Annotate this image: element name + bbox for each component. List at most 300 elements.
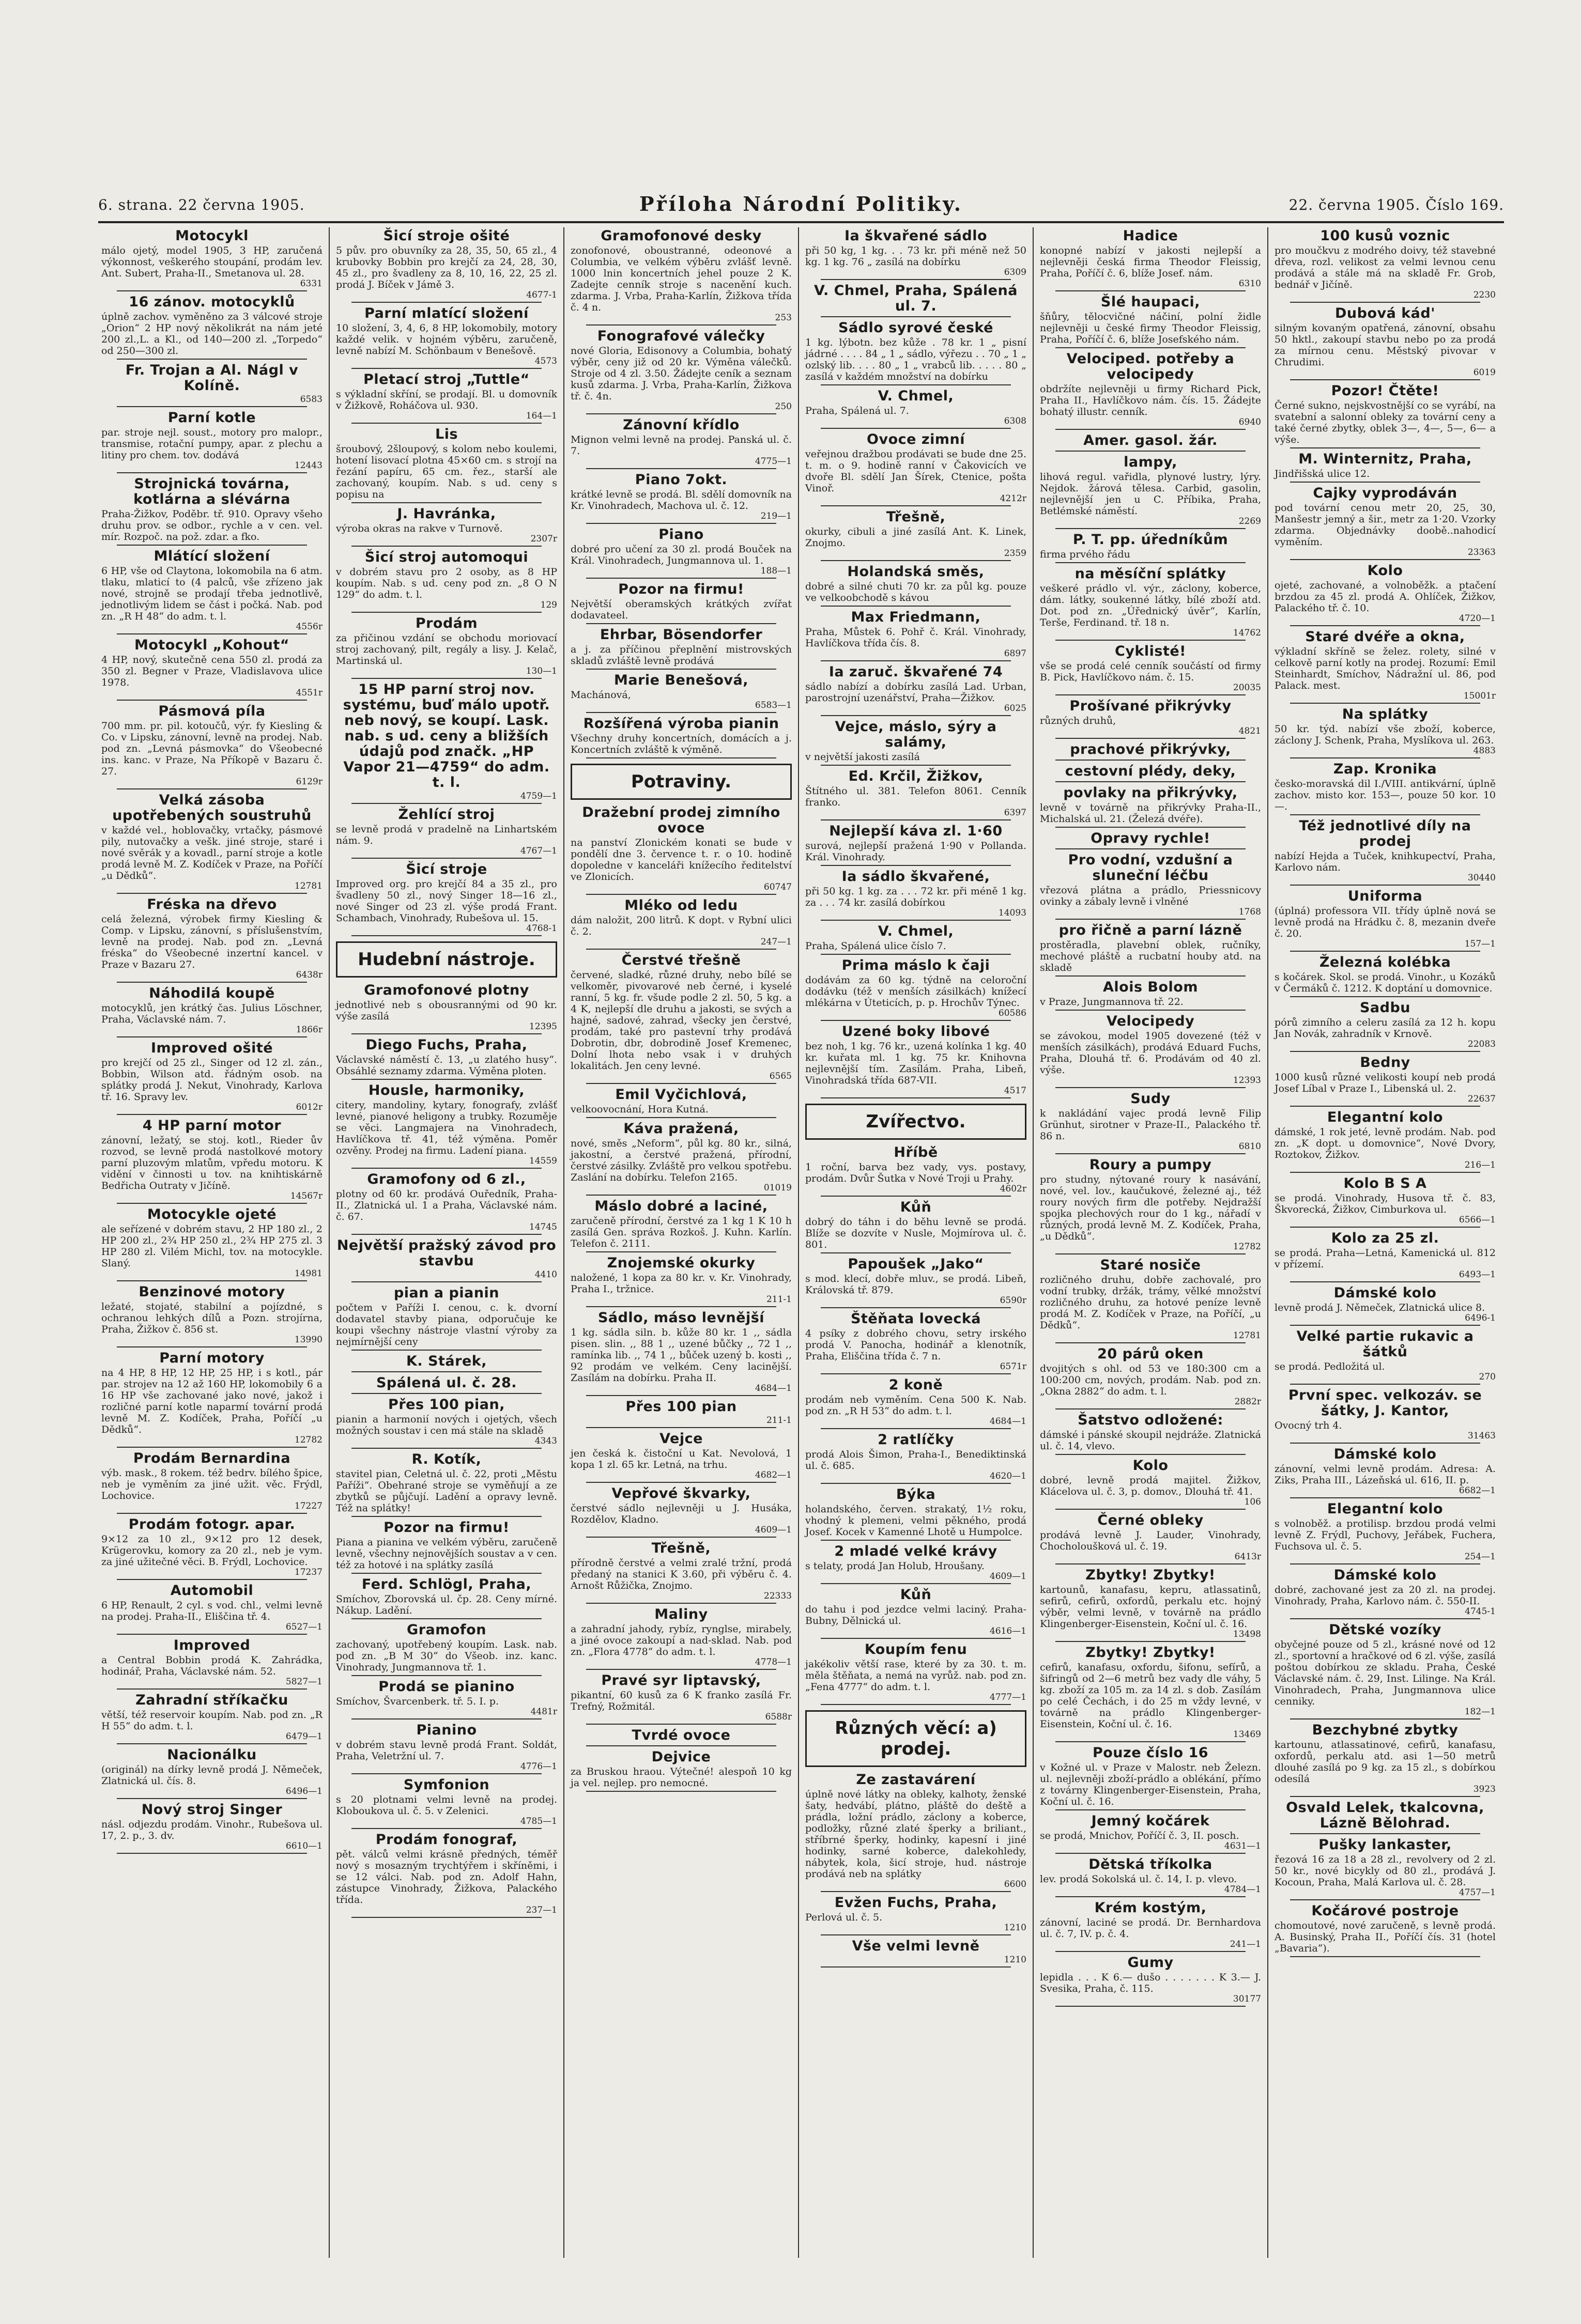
- ad-reference-number: 4556r: [296, 622, 323, 632]
- column-separator: [563, 227, 564, 2258]
- ad-reference-number: 4684—1: [755, 1383, 792, 1393]
- ad-title: Elegantní kolo: [1327, 1109, 1444, 1125]
- ad-title: Ovoce zimní: [867, 431, 965, 447]
- ad-title: Kůň: [900, 1199, 932, 1215]
- ad-reference-number: 4481r: [530, 1707, 557, 1717]
- ad-divider: [351, 1393, 542, 1394]
- ad-title: Znojemské okurky: [607, 1255, 756, 1271]
- ad-reference-number: 1866r: [296, 1025, 323, 1035]
- ad-reference-number: 2269: [1238, 516, 1261, 526]
- ad-text: s telaty, prodá Jan Holub, Hroušany.: [805, 1560, 985, 1572]
- ad-divider: [1055, 1010, 1246, 1011]
- ad-reference-number: 4343: [534, 1436, 557, 1446]
- ad-title: Symfonion: [403, 1777, 490, 1793]
- ad-text: jednotlivé neb s obousrannými od 90 kr. výše zasílá: [336, 999, 557, 1022]
- ad-reference-number: 2359: [1004, 548, 1026, 559]
- ad-text: citery, mandoliny, kytary, fonografy, zvlášť levné, pianové heligony a trubky. Rozuměje se věci. Langmajera na Vinohradech, Havlíčkova tř. 41, též výměna. Poměr ozvěny. Prodej na firmu. Ladení piana.: [336, 1099, 557, 1156]
- ad-divider: [351, 302, 542, 303]
- ad-title: Zbytky! Zbytky!: [1085, 1645, 1216, 1661]
- ad-divider: [351, 803, 542, 804]
- ad-divider: [821, 765, 1011, 766]
- ad-title: Nový stroj Singer: [141, 1802, 283, 1818]
- ad-divider: [586, 1117, 776, 1118]
- ad-title: Amer. gasol. žár.: [1083, 432, 1218, 448]
- ad-text: Štítného ul. 381. Telefon 8061. Cenník franko.: [805, 785, 1026, 808]
- ad-divider: [821, 660, 1011, 661]
- ad-text: pórů zimního a celeru zasílá za 12 h. kopu Jan Novák, zahradník v Krnově.: [1275, 1017, 1496, 1040]
- ad-title: Lis: [435, 426, 458, 442]
- ad-divider: [1290, 1618, 1480, 1619]
- ad-reference-number: 4682—1: [755, 1470, 792, 1480]
- ad-divider: [821, 1638, 1011, 1639]
- classified-ad: [1271, 1723, 1499, 1797]
- classified-ad: [567, 1673, 795, 1725]
- classified-ad: [802, 1939, 1030, 1967]
- ad-text: v Praze, Jungmannova tř. 22.: [1040, 996, 1184, 1008]
- ad-divider: [351, 1516, 542, 1517]
- classified-ad: [802, 1257, 1030, 1308]
- ad-column-3: [567, 227, 795, 2258]
- ad-text: červené, sladké, různé druhy, nebo bílé se velkoměr, pivovarové neb černé, i kyselé ranní, 5 kg. fr. všude podle 2 zl. 50, 5 kg. a 4 K, nejlepší dle druhu a jakosti, se svých a hajné, sadové, zahrad, všecky jen čerstvé, prodám, také pro pastevní trhy prodává Dobrotin, dbr, dobrodině Josef Kremenec, Dolní lhota nebo vsak i v druhých lokalitách. Jen ceny levné.: [571, 969, 792, 1072]
- classified-ad: [1271, 563, 1499, 626]
- ad-text: jen česká k. čistoční u Kat. Nevolová, 1 kopa 1 zl. 65 kr. Letná, na trhu.: [571, 1448, 792, 1470]
- classified-ad: [567, 1087, 795, 1118]
- ad-title: Gramofon: [407, 1622, 486, 1638]
- ad-divider: [351, 1079, 542, 1080]
- ad-divider: [586, 1745, 776, 1746]
- ad-reference-number: 2230: [1473, 290, 1496, 300]
- classified-ad: [333, 1083, 560, 1169]
- ad-text: Smíchov, Zborovská ul. čp. 28. Ceny mírné. Nákup. Ladění.: [336, 1593, 557, 1616]
- ad-reference-number: 4745-1: [1465, 1606, 1496, 1617]
- ad-divider: [1290, 1051, 1480, 1052]
- classified-ad: [333, 372, 560, 424]
- ad-text: dobré pro učení za 30 zl. prodá Bouček na Král. Vinohradech, Jungmannova ul. 1.: [571, 544, 792, 566]
- ad-title: Štěňata lovecká: [850, 1311, 981, 1327]
- ad-title: Gramofony od 6 zl.,: [367, 1171, 526, 1187]
- ad-divider: [1290, 379, 1480, 380]
- ad-reference-number: 6571r: [1000, 1361, 1026, 1372]
- ad-title: Emil Vyčichlová,: [615, 1087, 747, 1103]
- ad-title: Cyklisté!: [1115, 643, 1186, 659]
- ad-title: Největší pražský závod pro stavbu: [336, 1237, 557, 1269]
- ad-text: 9×12 za 10 zl., 9×12 pro 12 desek, Krügerovku, komory za 20 zl., neb je vym. za jiné užitečné věci. B. Frýdl, Lochovice.: [101, 1533, 323, 1568]
- ad-reference-number: 130—1: [526, 666, 557, 676]
- ad-text: 10 složení, 3, 4, 6, 8 HP, lokomobily, motory každé velik. v hojném výběru, zaručeně, levně nabízí M. Schönbaum v Benešově.: [336, 322, 557, 357]
- classified-ad: [1271, 1501, 1499, 1564]
- ad-divider: [821, 1020, 1011, 1021]
- ad-title: Pouze číslo 16: [1092, 1745, 1209, 1761]
- section-heading: Zvířectvo.: [805, 1104, 1026, 1140]
- classified-ad: [1037, 980, 1264, 1011]
- ad-divider: [117, 1853, 307, 1854]
- ad-divider: [1290, 1106, 1480, 1107]
- classified-ad: [802, 824, 1030, 866]
- ad-reference-number: 4778—1: [755, 1657, 792, 1667]
- classified-ad: [567, 953, 795, 1084]
- ad-title: Ia škvařené sádlo: [845, 228, 987, 244]
- ad-reference-number: 13469: [1233, 1729, 1261, 1740]
- ad-text: dvojitých s ohl. od 53 ve 180:300 cm a 100:200 cm, nových, prodám. Nab. pod zn. „Okna 2882“ do adm. t. l.: [1040, 1363, 1261, 1397]
- ad-divider: [351, 1917, 542, 1918]
- classified-ad: [1037, 1413, 1264, 1455]
- classified-ad: [1037, 1258, 1264, 1343]
- ad-divider: [351, 1773, 542, 1774]
- ad-divider: [351, 1234, 542, 1235]
- ad-text: čerstvé sádlo nejlevněji u J. Husáka, Rozdělov, Kladno.: [571, 1502, 792, 1525]
- ad-title: Mlátící složení: [154, 548, 270, 564]
- ad-divider: [586, 1306, 776, 1307]
- ad-title: Ed. Krčil, Žižkov,: [848, 768, 984, 784]
- ad-divider: [821, 954, 1011, 955]
- ad-divider: [1055, 451, 1246, 452]
- ad-reference-number: 4609—1: [755, 1525, 792, 1535]
- ad-text: pikantní, 60 kusů za 6 K franko zasílá Fr. Trefný, Rožmitál.: [571, 1690, 792, 1712]
- ad-text: různých druhů,: [1040, 715, 1116, 726]
- ad-title: 16 zánov. motocyklů: [129, 294, 295, 310]
- classified-ad: [802, 1200, 1030, 1253]
- ad-title: Prodá se pianino: [378, 1679, 515, 1695]
- ad-divider: [586, 1427, 776, 1428]
- ad-text: Smíchov, Švarcenberk. tř. 5. I. p.: [336, 1696, 499, 1707]
- ad-divider: [1290, 703, 1480, 704]
- ad-divider: [821, 920, 1011, 921]
- ad-title: Prodám fotogr. apar.: [128, 1516, 296, 1532]
- classified-ad: [1271, 889, 1499, 952]
- classified-ad: [1271, 762, 1499, 815]
- ad-text: 4 HP, nový, skutečně cena 550 zl. prodá za 350 zl. Begner v Praze, Vladislavova ulice 1978.: [101, 654, 323, 688]
- ad-divider: [1055, 1153, 1246, 1154]
- classified-ad: [1271, 1903, 1499, 1957]
- ad-reference-number: 4777—1: [989, 1692, 1026, 1702]
- ad-divider: [821, 428, 1011, 429]
- ad-divider: [117, 1634, 307, 1635]
- ad-divider: [821, 1307, 1011, 1308]
- ad-reference-number: 6496-1: [1465, 1313, 1496, 1323]
- ad-divider: [586, 1537, 776, 1538]
- ad-divider: [1055, 1087, 1246, 1088]
- ad-divider: [351, 1675, 542, 1676]
- ad-divider: [821, 384, 1011, 385]
- ad-title: Marie Benešová,: [614, 672, 748, 688]
- ad-reference-number: 6019: [1473, 367, 1496, 378]
- ad-text: zánovní, laciné se prodá. Dr. Bernhardova ul. č. 7, IV. p. č. 4.: [1040, 1917, 1261, 1940]
- ad-text: šroubový, 2šloupový, s kolom nebo koulemi, hotení lisovací plotna 45×60 cm. s strojí na řezání papíru, 65 cm. řez., starší ale zachovaný, koupím. Nab. s ud. ceny s popisu na: [336, 443, 557, 500]
- classified-ad: [1037, 1458, 1264, 1510]
- classified-ad: [802, 1544, 1030, 1584]
- classified-ad: [333, 1452, 560, 1517]
- ad-divider: [117, 633, 307, 634]
- ad-title: Ferd. Schlögl, Praha,: [361, 1576, 532, 1592]
- ad-reference-number: 12395: [529, 1021, 557, 1032]
- ad-divider: [351, 423, 542, 424]
- classified-ad: [333, 616, 560, 679]
- ad-text: (úplná) professora VII. třídy úplně nová se levně prodá na Hrádku č. 8, mezanin dveře č. 20.: [1275, 905, 1496, 939]
- classified-ad: [1271, 306, 1499, 380]
- classified-ad: [567, 329, 795, 414]
- ad-reference-number: 6682—1: [1459, 1485, 1496, 1496]
- classified-ad: [802, 283, 1030, 317]
- ad-title: P. T. pp. úředníkům: [1072, 532, 1229, 548]
- ad-title: Gramofonové plotny: [364, 982, 529, 998]
- ad-reference-number: 22637: [1467, 1094, 1496, 1104]
- classified-ad: [567, 1541, 795, 1604]
- ad-reference-number: 12443: [294, 460, 323, 471]
- ad-divider: [1290, 1899, 1480, 1900]
- ad-divider: [117, 1280, 307, 1281]
- ad-text: 6 HP, vše od Claytona, lokomobila na 6 atm. tlaku, mlaticí to (4 palců, vše zřízeno jak nové, strojně se prodají třeba jednotlivě, jednotlivým lidem se část i počká. Nab. pod zn. „R H 48“ do adm. t. l.: [101, 565, 323, 622]
- ad-title: Vepřové škvarky,: [611, 1485, 751, 1501]
- classified-ad: [567, 1486, 795, 1538]
- ad-reference-number: 6025: [1004, 703, 1026, 714]
- ad-reference-number: 6308: [1004, 416, 1026, 426]
- ad-divider: [821, 865, 1011, 866]
- ad-text: na 4 HP, 8 HP, 12 HP, 25 HP, i s kotl., pár par. strojev na 12 až 160 HP, lokomobily 6 a 16 HP vše zachované jako nové, jakož i rozličné parní kotle naparmí tovární prodá levně M. Z. Kodíček, Praha, Poříčí „u Dědků“.: [101, 1367, 323, 1435]
- ad-divider: [821, 1704, 1011, 1705]
- ad-reference-number: 237—1: [526, 1905, 557, 1915]
- classified-ad: [333, 1723, 560, 1774]
- ad-text: v každé vel., hoblovačky, vrtačky, pásmové pily, nutovačky a vešk. jiné stroje, staré i nové svěrák y a kovadl., parní stroje a kotle prodá levně M. Z. Kodíček v Praze, na Poříčí „u Dědků“.: [101, 825, 323, 881]
- ad-divider: [117, 1513, 307, 1514]
- ad-divider: [1055, 975, 1246, 977]
- ad-text: jakékoliv větší rase, které by za 30. t. m. měla štěňata, a nemá na vyrůž. nab. pod zn. „Fena 4777“ do adm. t. l.: [805, 1659, 1026, 1693]
- classified-ad: [802, 1642, 1030, 1705]
- ad-divider: [821, 1540, 1011, 1541]
- ad-title: V. Chmel, Praha, Spálená ul. 7.: [814, 283, 1018, 314]
- ad-text: kartounů, kanafasu, kepru, atlassatinů, sefirů, cefirů, oxfordů, perkalu etc. hojný výběr, velmi levně, v továrně na prádlo Klingenberger-Eisenstein, Koční ul. č. 16.: [1040, 1584, 1261, 1630]
- ad-title: Kůň: [900, 1587, 932, 1603]
- ad-text: Praha-Žižkov, Poděbr. tř. 910. Opravy všeho druhu prov. se odbor., rychle a v cen. vel. mír. Rozpoč. na pož. zdar. a fko.: [101, 508, 323, 543]
- ad-title: Vejce, máslo, sýry a salámy,: [835, 719, 997, 750]
- ad-title: Motocykl: [175, 228, 249, 244]
- ad-title: Žehlící stroj: [398, 807, 495, 823]
- ad-reference-number: 188—1: [760, 566, 792, 576]
- ad-text: prodává levně J. Lauder, Vinohrady, Chocholoušková ul. č. 19.: [1040, 1529, 1261, 1552]
- classified-ad: [1037, 455, 1264, 529]
- ad-column-5: [1037, 227, 1264, 2258]
- ad-reference-number: 164—1: [526, 411, 557, 421]
- classified-ad: [802, 1487, 1030, 1541]
- ad-title: Piano 7okt.: [635, 472, 728, 488]
- ad-divider: [586, 413, 776, 414]
- classified-ad: [1037, 1645, 1264, 1742]
- section-heading: Hudební nástroje.: [336, 941, 557, 978]
- ad-divider: [586, 468, 776, 469]
- ad-title: Vejce: [659, 1431, 703, 1447]
- ad-title: pian a pianin: [393, 1285, 500, 1301]
- ad-divider: [586, 1395, 776, 1396]
- ad-divider: [821, 1483, 1011, 1484]
- ad-divider: [351, 502, 542, 503]
- ad-text: se prodá. Vinohrady, Husova tř. č. 83, Škvorecká, Žižkov, Cimburkova ul.: [1275, 1192, 1496, 1215]
- ad-title: Improved: [173, 1637, 251, 1653]
- ad-title: Pozor! Čtěte!: [1331, 383, 1439, 399]
- ad-text: se prodá. Praha—Letná, Kamenická ul. 812 v přízemí.: [1275, 1247, 1496, 1270]
- ad-text: při 50 kg. 1 kg. za . . . 72 kr. při méně 1 kg. za . . . 74 kr. zasílá dobírkou: [805, 886, 1026, 908]
- ad-title: Tvrdé ovoce: [632, 1727, 731, 1743]
- classified-ad: [1271, 486, 1499, 560]
- classified-ad: [98, 1041, 326, 1115]
- ad-text: větší, též reservoir koupím. Nab. pod zn. „R H 55“ do adm. t. l.: [101, 1709, 323, 1732]
- ad-reference-number: 4620—1: [989, 1471, 1026, 1481]
- classified-ad: [333, 1354, 560, 1372]
- classified-ad: [1037, 923, 1264, 977]
- ad-title: Cajky vyprodáván: [1313, 485, 1457, 501]
- ad-title: Bezchybné zbytky: [1312, 1722, 1459, 1738]
- ad-reference-number: 1210: [1004, 1955, 1026, 1965]
- ad-reference-number: 6527—1: [285, 1622, 323, 1632]
- ad-title: 2 koně: [888, 1377, 943, 1393]
- classified-ad: [1037, 351, 1264, 430]
- ad-reference-number: 6610—1: [285, 1841, 323, 1851]
- ad-title: Železná kolébka: [1319, 954, 1451, 970]
- ad-reference-number: 4757—1: [1459, 1887, 1496, 1898]
- classified-ad: [1037, 295, 1264, 348]
- ad-title: M. Winternitz, Praha,: [1298, 451, 1472, 467]
- classified-ad: [1271, 383, 1499, 448]
- ad-title: Fréska na dřevo: [147, 896, 277, 912]
- ad-title: Motocykle ojeté: [147, 1206, 277, 1222]
- classified-ad: [98, 793, 326, 894]
- ad-text: Největší oberamských krátkých zvířat dodavateel.: [571, 598, 792, 621]
- ad-title: Gramofonové desky: [601, 228, 762, 244]
- ad-title: Pásmová píla: [158, 703, 266, 719]
- ad-reference-number: 4609—1: [989, 1571, 1026, 1582]
- ad-title: Opravy rychle!: [1091, 830, 1210, 846]
- ad-divider: [821, 1966, 1011, 1967]
- ad-reference-number: 211-1: [766, 1294, 792, 1305]
- classified-ad: [1037, 433, 1264, 452]
- ad-divider: [351, 368, 542, 369]
- ad-divider: [117, 1688, 307, 1690]
- ad-text: násl. odjezdu prodám. Vinohr., Rubešova ul. 17, 2. p., 3. dv.: [101, 1819, 323, 1841]
- classified-ad: [333, 1577, 560, 1619]
- classified-ad: [567, 1749, 795, 1792]
- classified-ad: [333, 1238, 560, 1282]
- ad-title: Kolo B S A: [1343, 1175, 1427, 1191]
- ad-reference-number: 23363: [1467, 547, 1496, 557]
- ad-reference-number: 270: [1479, 1372, 1496, 1382]
- ad-title: Spálená ul. č. 28.: [376, 1375, 517, 1391]
- ad-reference-number: 253: [775, 313, 792, 323]
- ad-title: Šatstvo odložené:: [1078, 1412, 1223, 1428]
- ad-text: úplně zachov. vyměněno za 3 válcové stroje „Orion“ 2 HP nový několikrát na nám jeté 200 zl.,L. a Kl., od 140—200 zl. „Torpedo“ od 250—300 zl.: [101, 311, 323, 357]
- ad-text: surová, nejlepší pražená 1·90 v Pollanda. Král. Vinohrady.: [805, 840, 1026, 863]
- ad-divider: [1290, 885, 1480, 886]
- ad-divider: [1055, 528, 1246, 529]
- ad-title: Fonografové válečky: [597, 328, 765, 344]
- ad-title: Jemný kočárek: [1091, 1813, 1210, 1829]
- ad-divider: [821, 560, 1011, 561]
- classified-ad: [802, 1377, 1030, 1429]
- ad-reference-number: 250: [775, 401, 792, 412]
- ad-divider: [1290, 625, 1480, 626]
- classified-ad: [567, 805, 795, 895]
- ad-title: Pianino: [416, 1722, 477, 1738]
- ad-reference-number: 6331: [300, 278, 323, 289]
- ad-divider: [1055, 738, 1246, 739]
- classified-ad: [802, 1895, 1030, 1935]
- ad-divider: [1290, 1281, 1480, 1282]
- ad-divider: [1055, 429, 1246, 430]
- ad-reference-number: 13498: [1233, 1629, 1261, 1639]
- ad-reference-number: 4821: [1238, 726, 1261, 736]
- ad-title: Staré nosiče: [1100, 1257, 1201, 1273]
- ad-text: pod tovární cenou metr 20, 25, 30, Manšestr jemný a šir., metr za 1·20. Vzorky zdarma. Objednávky doobě..nahodicí vyměním.: [1275, 502, 1496, 548]
- classified-ad: [98, 1207, 326, 1281]
- ad-title: Přes 100 pian,: [388, 1397, 505, 1413]
- classified-ad: [802, 1311, 1030, 1374]
- ad-title: Gumy: [1127, 1955, 1174, 1971]
- classified-ad: [1037, 1814, 1264, 1854]
- classified-ad: [567, 898, 795, 950]
- ad-divider: [586, 894, 776, 895]
- ad-text: do tahu i pod jezdce velmi laciný. Praha-Bubny, Dělnická ul.: [805, 1604, 1026, 1626]
- ad-divider: [1055, 347, 1246, 348]
- ad-text: s volnoběž. a protilisp. brzdou prodá velmi levně Z. Frýdl, Puchovy, Jeřábek, Fuchera, Fuchsova ul. č. 5.: [1275, 1518, 1496, 1552]
- classified-ad: [567, 1310, 795, 1396]
- ad-text: motocyklů, jen krátký čas. Julius Löschner, Praha, Václavské nám. 7.: [101, 1002, 323, 1025]
- ad-reference-number: 6588r: [765, 1712, 792, 1722]
- ad-title: Sudy: [1130, 1091, 1171, 1107]
- ad-reference-number: 14745: [529, 1222, 557, 1232]
- ad-title: Ehrbar, Bösendorfer: [600, 627, 763, 643]
- classified-ad: [802, 719, 1030, 766]
- ad-reference-number: 31463: [1467, 1431, 1496, 1441]
- classified-ad: [333, 1679, 560, 1719]
- ad-reference-number: 157—1: [1464, 939, 1496, 949]
- ad-divider: [1055, 1563, 1246, 1564]
- ad-text: stavitel pian, Celetná ul. č. 22, proti „Městu Paříži“. Obehrané stroje se vyměňují a ze zbytků se půjčují. Ladění a opravy levně. Též na splátky!: [336, 1468, 557, 1514]
- ad-divider: [586, 1669, 776, 1670]
- ad-text: okurky, cibuli a jiné zasílá Ant. K. Linek, Znojmo.: [805, 526, 1026, 549]
- classified-ad: [1271, 1329, 1499, 1385]
- ad-text: za Bruskou hraou. Výtečné! alespoň 10 kg ja vel. nejlep. pro nemocné.: [571, 1766, 792, 1789]
- ad-divider: [586, 669, 776, 670]
- ad-divider: [117, 406, 307, 407]
- ad-divider: [117, 359, 307, 360]
- classified-ad: [98, 1583, 326, 1635]
- ad-reference-number: 6565: [769, 1071, 792, 1081]
- ad-title: Maliny: [654, 1606, 708, 1622]
- ad-reference-number: 6413r: [1234, 1552, 1261, 1562]
- ad-title: Koupím fenu: [864, 1641, 968, 1657]
- ad-title: Dejvice: [651, 1749, 711, 1765]
- classified-ad: [567, 1399, 795, 1428]
- ad-text: celá železná, výrobek firmy Kiesling & Comp. v Lipsku, zánovní, s příslušenstvím, levně na prodej. Nab. pod zn. „Levná fréska“ do Všeobecné inzertní kancel. v Praze v Bazaru 27.: [101, 913, 323, 970]
- ad-reference-number: 4759—1: [520, 791, 557, 801]
- ad-title: Pozor na firmu!: [618, 581, 744, 597]
- ad-text: šňůry, tělocvičné náčiní, polní židle nejlevněji u české firmy Theodor Fleissig, Praha, Poříčí č. 6, blíže Josefského nám.: [1040, 311, 1261, 345]
- ad-title: Automobil: [170, 1583, 254, 1599]
- ad-reference-number: 6438r: [296, 970, 323, 980]
- ad-reference-number: 6309: [1004, 267, 1026, 277]
- ad-reference-number: 14567r: [290, 1191, 323, 1201]
- ad-title: Osvald Lelek, tkalcovna, Lázně Bělohrad.: [1286, 1800, 1484, 1831]
- classified-ad: [1037, 228, 1264, 291]
- ad-text: řezová 16 za 18 a 28 zl., revolvery od 2 zl. 50 kr., nové bicykly od 80 zl., prodává J. Kocoun, Praha, Malá Karlova ul. č. 28.: [1275, 1854, 1496, 1888]
- ad-title: Dámské kolo: [1333, 1567, 1437, 1583]
- ad-reference-number: 4410: [534, 1269, 557, 1280]
- classified-ad: [1271, 1285, 1499, 1326]
- header-rule: [98, 221, 1504, 223]
- ad-title: Motocykl „Kohout“: [134, 637, 289, 653]
- ad-title: Housle, harmoniky,: [368, 1082, 525, 1098]
- ad-text: dobrý do táhn i do běhu levně se prodá. Blíže se dozvíte v Nusle, Mojmírova ul. č. 801.: [805, 1216, 1026, 1250]
- ad-divider: [351, 546, 542, 547]
- classified-ad: [1037, 1857, 1264, 1897]
- classified-ad: [802, 389, 1030, 429]
